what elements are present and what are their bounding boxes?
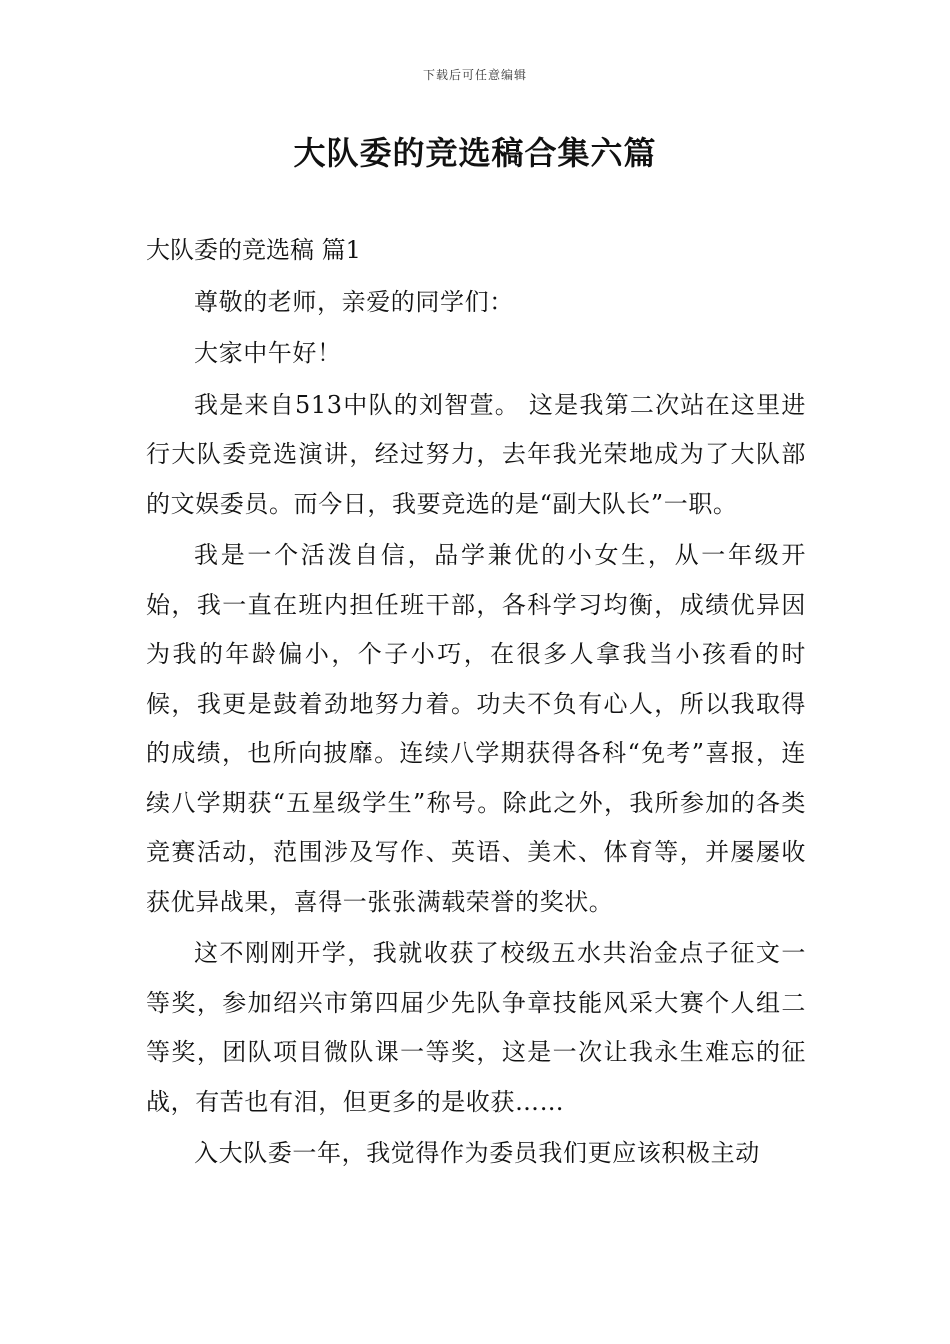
paragraph-salutation: 尊敬的老师，亲爱的同学们：	[194, 287, 514, 316]
paragraph-achievements: 我是一个活泼自信，品学兼优的小女生，从一年级开始，我一直在班内担任班干部，各科学习均衡，成绩优异因为我的年龄偏小，个子小巧，在很多人拿我当小孩看的时候，我更是鼓着劲地努力着。功夫不负有心人，所以我取得的成绩，也所向披靡。连续八学期获得各科“免考”喜报，连续八学期获“五星级学生”称号。除此之外，我所参加的各类竞赛活动，范围涉及写作、英语、美术、体育等，并屡屡收获优异战果，喜得一张张满载荣誉的奖状。	[146, 541, 806, 916]
header-note: 下载后可任意编辑	[422, 68, 527, 82]
section-heading: 大队委的竞选稿 篇1	[146, 236, 361, 264]
paragraph-committee-year: 入大队委一年，我觉得作为委员我们更应该积极主动	[194, 1139, 760, 1167]
paragraph-recent-awards: 这不刚刚开学，我就收获了校级五水共治金点子征文一等奖，参加绍兴市第四届少先队争章技能风采大赛个人组二等奖，团队项目微队课一等奖，这是一次让我永生难忘的征战，有苦也有泪，但更多的是收获……	[146, 939, 806, 1116]
paragraph-greeting: 大家中午好！	[194, 339, 342, 367]
document-title: 大队委的竞选稿合集六篇	[293, 134, 657, 172]
document-body	[146, 226, 806, 1181]
paragraph-introduction: 我是来自513中队的刘智萱。 这是我第二次站在这里进行大队委竞选演讲，经过努力，去年我光荣地成为了大队部的文娱委员。而今日，我要竞选的是“副大队长”一职。	[146, 390, 806, 518]
